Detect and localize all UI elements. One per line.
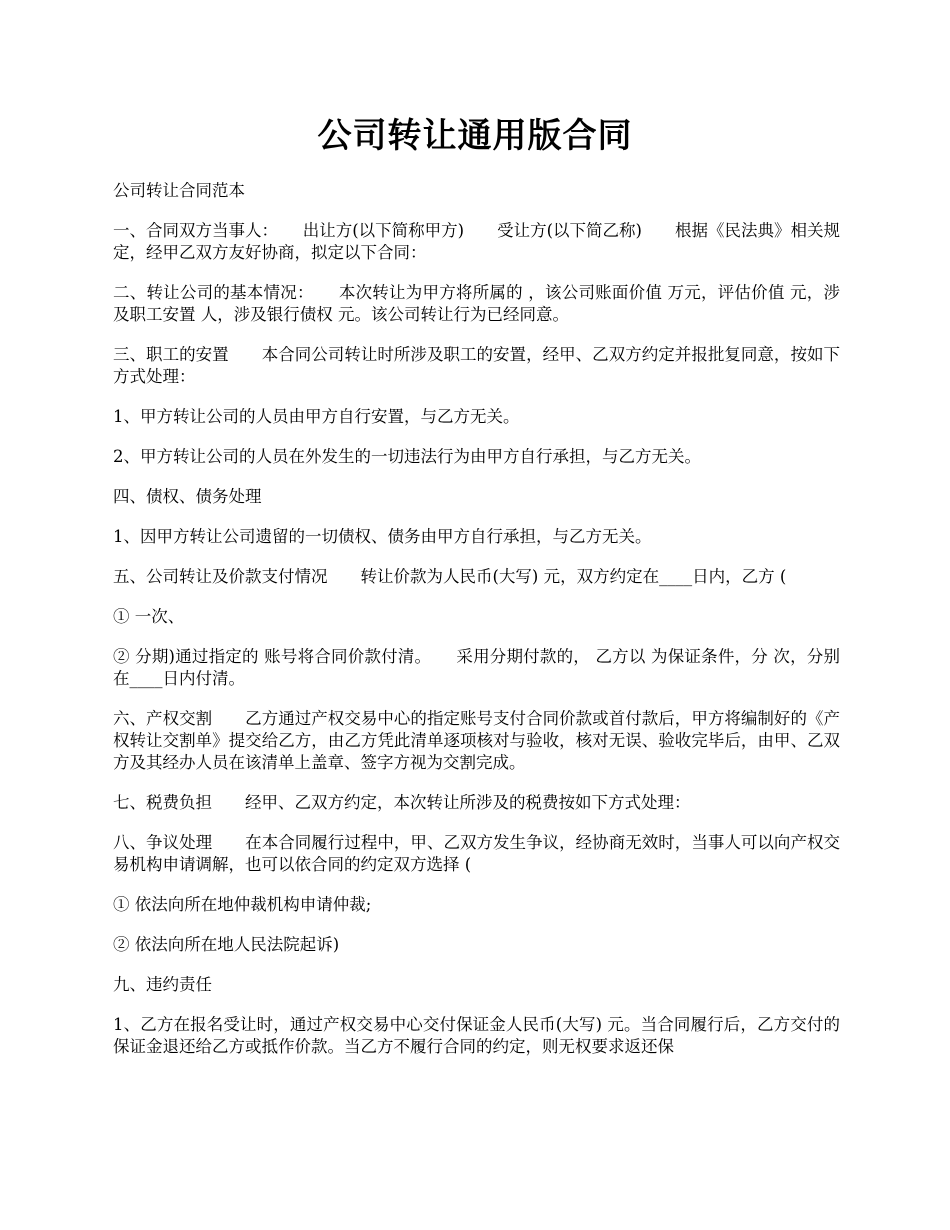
document-title: 公司转让通用版合同 [317,116,633,156]
paragraph-section-3-item-1: 1、甲方转让公司的人员由甲方自行安置，与乙方无关。 [113,407,520,426]
paragraph-subtitle: 公司转让合同范本 [113,181,245,200]
paragraph-section-5-option-2: ② 分期)通过指定的 账号将合同价款付清。 采用分期付款的， 乙方以 为保证条件，分 次，分别在____日内付清。 [113,647,840,688]
paragraph-section-8-option-1: ① 依法向所在地仲裁机构申请仲裁; [113,895,372,914]
paragraph-section-8-disputes: 八、争议处理 在本合同履行过程中，甲、乙双方发生争议，经协商无效时，当事人可以向产权交易机构申请调解，也可以依合同的约定双方选择 ( [113,833,840,874]
document-body [113,180,840,1076]
paragraph-section-5-option-1: ① 一次、 [113,607,185,626]
paragraph-section-4-item-1: 1、因甲方转让公司遗留的一切债权、债务由甲方自行承担，与乙方无关。 [113,527,652,546]
paragraph-section-8-option-2: ② 依法向所在地人民法院起诉) [113,935,340,954]
paragraph-section-4-debts: 四、债权、债务处理 [113,487,262,506]
paragraph-section-9-liability: 九、违约责任 [113,975,212,994]
paragraph-section-1-parties: 一、合同双方当事人： 出让方(以下简称甲方) 受让方(以下简乙称) 根据《民法典》相关规定，经甲乙双方友好协商，拟定以下合同： [113,221,840,262]
paragraph-section-7-taxes: 七、税费负担 经甲、乙双方约定，本次转让所涉及的税费按如下方式处理： [113,793,691,812]
paragraph-section-9-item-1: 1、乙方在报名受让时，通过产权交易中心交付保证金人民币(大写) 元。当合同履行后，乙方交付的保证金退还给乙方或抵作价款。当乙方不履行合同的约定，则无权要求返还保 [113,1015,840,1056]
paragraph-section-2-company-info: 二、转让公司的基本情况： 本次转让为甲方将所属的 ，该公司账面价值 万元，评估价值 元，涉及职工安置 人，涉及银行债权 元。该公司转让行为已经同意。 [113,283,840,324]
paragraph-section-5-payment: 五、公司转让及价款支付情况 转让价款为人民币(大写) 元，双方约定在____日内，乙方 ( [113,567,787,586]
paragraph-section-3-staff: 三、职工的安置 本合同公司转让时所涉及职工的安置，经甲、乙双方约定并报批复同意，按如下方式处理： [113,345,840,386]
paragraph-section-6-handover: 六、产权交割 乙方通过产权交易中心的指定账号支付合同价款或首付款后，甲方将编制好的《产权转让交割单》提交给乙方，由乙方凭此清单逐项核对与验收，核对无误、验收完毕后，由甲、乙双方及其经办人员在该清单上盖章、签字方视为交割完成。 [113,709,840,772]
paragraph-section-3-item-2: 2、甲方转让公司的人员在外发生的一切违法行为由甲方自行承担，与乙方无关。 [113,447,701,466]
